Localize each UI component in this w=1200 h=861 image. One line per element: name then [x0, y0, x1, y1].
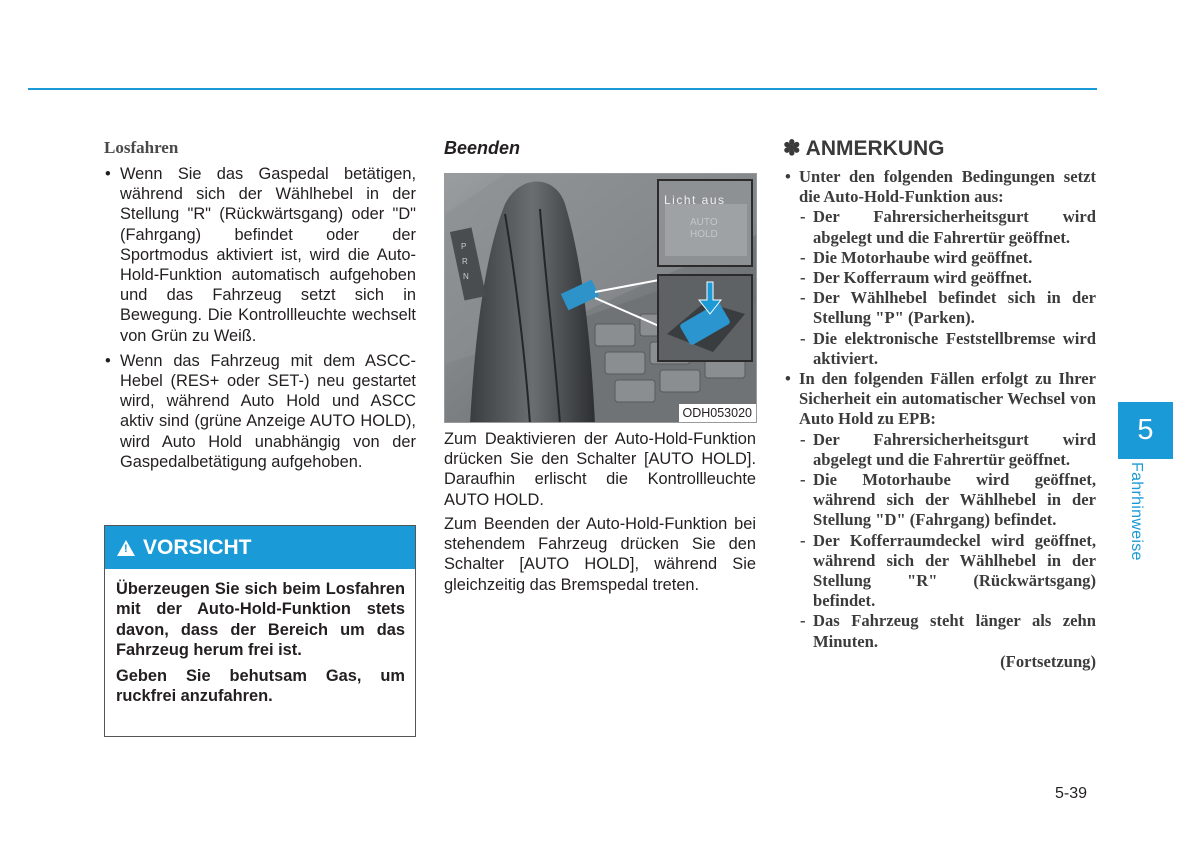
chapter-tab-number: 5 — [1118, 402, 1173, 459]
note-bullet: • In den folgenden Fällen erfolgt zu Ihrer Sicherheit ein automatischer Wechsel von Auto Hold zu EPB: — [783, 369, 1096, 430]
chapter-tab-label — [1127, 462, 1147, 572]
note-bullet: • Unter den folgenden Bedingungen setzt die Auto-Hold-Funktion aus: — [783, 167, 1096, 207]
page-number: 5-39 — [1055, 785, 1088, 802]
note-dash-item: - Die elektronische Feststellbremse wird aktiviert. — [783, 329, 1096, 369]
caution-paragraph: Überzeugen Sie sich beim Losfahren mit der Auto-Hold-Funktion stets davon, dass der Bereich um das Fahrzeug herum frei ist. — [116, 580, 405, 659]
caution-box — [104, 525, 416, 737]
note-dash-item: - Der Kofferraumdeckel wird geöffnet, während sich der Wählhebel in der Stellung "R" (Rückwärtsgang) befindet. — [783, 531, 1096, 612]
column-left — [104, 138, 416, 477]
header-rule — [28, 88, 1097, 90]
continuation-note: (Fortsetzung) — [1000, 651, 1096, 671]
bullet-list — [104, 164, 416, 472]
paragraph: Zum Beenden der Auto-Hold-Funktion bei stehendem Fahrzeug drücken Sie den Schalter [AUTO HOLD], während Sie gleichzeitig das Bremspedal treten. — [444, 515, 756, 594]
note-dash-item: - Die Motorhaube wird geöffnet, während sich der Wählhebel in der Stellung "D" (Fahrgang) befindet. — [783, 470, 1096, 531]
inset-button-text: AUTO — [690, 217, 718, 228]
gear-console-illustration — [444, 173, 757, 423]
console-drawing — [445, 174, 757, 423]
column-middle — [444, 138, 756, 159]
svg-text:N: N — [463, 272, 469, 281]
warning-triangle-icon: ! — [117, 540, 135, 556]
note-dash-item: - Der Kofferraum wird geöffnet. — [783, 268, 1096, 288]
inset-button-text: HOLD — [690, 229, 718, 240]
note-dash-item: - Der Fahrersicherheitsgurt wird abgelegt und die Fahrertür geöffnet. — [783, 430, 1096, 470]
list-item: • Wenn das Fahrzeug mit dem ASCC-Hebel (RES+ oder SET-) neu gestartet wird, während Auto Hold und ASCC aktiv sind (grüne Anzeige AUTO HOLD), wird Auto Hold unabhängig von der Gaspedalbetätigung aufgehoben. — [104, 351, 416, 472]
inset-label: Licht aus — [664, 193, 726, 207]
section-heading-losfahren: Losfahren — [104, 138, 179, 157]
caution-header — [105, 526, 415, 569]
figure-code: ODH053020 — [679, 404, 757, 422]
column-right — [783, 136, 1096, 672]
svg-text:R: R — [462, 257, 468, 266]
svg-text:P: P — [461, 242, 467, 251]
list-item: • Wenn Sie das Gaspedal betätigen, während sich der Wählhebel in der Stellung "R" (Rückwärtsgang) oder "D" (Fahrgang) befindet oder der Sportmodus aktiviert ist, wird die Auto-Hold-Funktion automatisch aufgehoben und das Fahrzeug setzt sich in Bewegung. Die Kontrollleuchte wechselt von Grün zu Weiß. — [104, 164, 416, 346]
note-heading: ✽ ANMERKUNG — [783, 137, 945, 160]
note-dash-item: - Die Motorhaube wird geöffnet. — [783, 248, 1096, 268]
paragraph: Zum Deaktivieren der Auto-Hold-Funktion drücken Sie den Schalter [AUTO HOLD]. Daraufhin erlischt die Kontrollleuchte AUTO HOLD. — [444, 430, 756, 509]
caution-title: VORSICHT — [143, 535, 252, 559]
section-heading-beenden: Beenden — [444, 138, 521, 158]
note-dash-item: - Das Fahrzeug steht länger als zehn Minuten. — [783, 611, 1096, 651]
caution-body — [105, 569, 415, 707]
note-body — [783, 167, 1096, 672]
chapter-tab-text: Fahrhinweise — [1128, 462, 1145, 561]
note-dash-item: - Der Fahrersicherheitsgurt wird abgelegt und die Fahrertür geöffnet. — [783, 207, 1096, 247]
note-dash-item: - Der Wählhebel befindet sich in der Stellung "P" (Parken). — [783, 288, 1096, 328]
caution-paragraph: Geben Sie behutsam Gas, um ruckfrei anzufahren. — [116, 667, 405, 706]
